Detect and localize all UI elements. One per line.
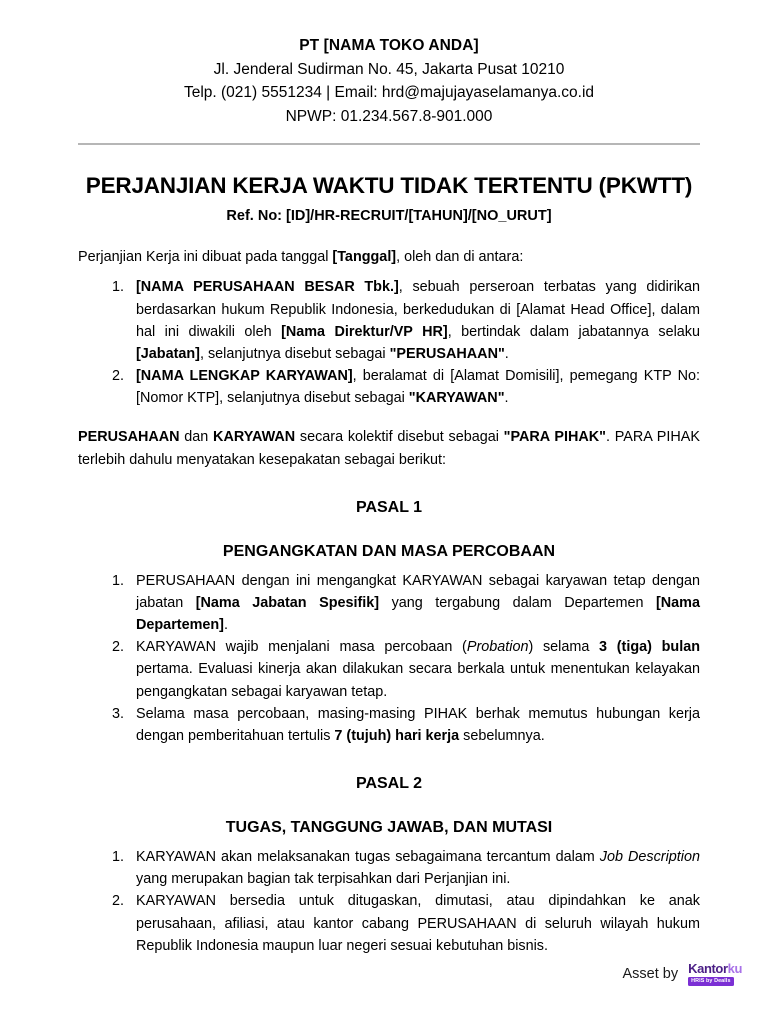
company-name: PT [NAMA TOKO ANDA] — [299, 37, 479, 54]
p2-i2-text1: KARYAWAN bersedia untuk ditugaskan, dimutasi, atau dipindahkan ke anak perusahaan, afiliasi, atau kantor cabang PERUSAHAAN di seluruh wilayah hukum Republik Indonesia maupun luar negeri sesuai kebutuhan bisnis. — [136, 893, 700, 954]
brand-text-ku: ku — [727, 961, 742, 977]
party1-text3: , selanjutnya disebut sebagai — [199, 345, 390, 362]
intro-prefix: Perjanjian Kerja ini dibuat pada tanggal — [78, 249, 333, 266]
brand-text-antor: antor — [697, 961, 728, 977]
kantorku-logo — [688, 962, 742, 986]
collective-part6: . PARA PIHAK terlebih dahulu menyatakan kesepakatan sebagai berikut: — [78, 429, 700, 468]
company-contact: Telp. (021) 5551234 | Email: hrd@majujayaselamanya.co.id — [183, 84, 595, 102]
p1-i3-bold: 7 (tujuh) hari kerja — [334, 727, 460, 744]
collective-part1: PERUSAHAAN — [78, 429, 180, 446]
intro-suffix: , oleh dan di antara: — [396, 249, 524, 266]
p2-i1-text1: KARYAWAN akan melaksanakan tugas sebagaimana tercantum dalam — [136, 849, 600, 866]
p2-i1-text2: yang merupakan bagian tak terpisahkan dari Perjanjian ini. — [136, 871, 511, 888]
kantorku-wordmark — [688, 962, 742, 975]
list-item — [128, 276, 700, 365]
p1-i1-text3: . — [223, 617, 228, 634]
party2-name: [NAMA LENGKAP KARYAWAN] — [136, 368, 353, 385]
list-item — [128, 846, 700, 890]
footer-attribution — [623, 962, 743, 986]
party1-text4: . — [504, 345, 509, 362]
party1-representative: [Nama Direktur/VP HR] — [281, 323, 448, 340]
brand-tagline-badge: HRIS by Dealls — [688, 977, 733, 986]
pasal-1-body — [78, 570, 700, 747]
collective-part5: "PARA PIHAK" — [503, 429, 606, 446]
pasal-2-number: PASAL 2 — [355, 775, 423, 793]
pasal-2-title: TUGAS, TANGGUNG JAWAB, DAN MUTASI — [225, 819, 553, 837]
pasal-1-list — [78, 570, 700, 747]
company-npwp: NPWP: 01.234.567.8-901.000 — [285, 107, 493, 125]
list-item — [128, 890, 700, 957]
collective-part3: KARYAWAN — [213, 429, 296, 446]
p1-i1-text1: PERUSAHAAN dengan ini mengangkat KARYAWAN sebagai karyawan tetap dengan jabatan — [136, 572, 700, 611]
p1-i3-text1: Selama masa percobaan, masing-masing PIHAK berhak memutus hubungan kerja dengan pemberitahuan tertulis — [136, 705, 700, 744]
company-address: Jl. Jenderal Sudirman No. 45, Jakarta Pusat 10210 — [213, 60, 565, 78]
party2-text1: , beralamat di [Alamat Domisili], pemegang KTP No: [Nomor KTP], selanjutnya disebut sebagai — [136, 368, 700, 407]
list-item — [128, 636, 700, 703]
p1-i2-text2: ) selama — [528, 639, 600, 656]
party1-alias: "PERUSAHAAN" — [389, 345, 505, 362]
p1-i3-text2: sebelumnya. — [459, 727, 545, 744]
party1-text2: , bertindak dalam jabatannya selaku — [447, 323, 700, 340]
brand-letter-k: K — [688, 961, 698, 977]
document-reference-number: Ref. No: [ID]/HR-RECRUIT/[TAHUN]/[NO_URUT] — [226, 208, 552, 225]
p1-i1-text2: yang tergabung dalam Departemen — [379, 594, 656, 611]
page-title: PERJANJIAN KERJA WAKTU TIDAK TERTENTU (PKWTT) — [85, 173, 693, 199]
party1-text1: , sebuah perseroan terbatas yang didirikan berdasarkan hukum Republik Indonesia, berkedudukan di [Alamat Head Office], dalam hal ini diwakili oleh — [136, 279, 700, 340]
list-item — [128, 703, 700, 747]
pasal-2-body — [78, 846, 700, 957]
p1-i2-bold: 3 (tiga) bulan — [599, 639, 700, 656]
header-divider — [78, 143, 700, 145]
p1-i2-text3: pertama. Evaluasi kinerja akan dilakukan secara berkala untuk menentukan kelayakan pengangkatan sebagai karyawan tetap. — [136, 661, 700, 700]
p1-i1-departemen: [Nama Departemen] — [136, 594, 700, 634]
party1-name: [NAMA PERUSAHAAN BESAR Tbk.] — [136, 279, 399, 296]
p2-i1-italic: Job Description — [599, 849, 700, 866]
intro-date-placeholder: [Tanggal] — [332, 249, 397, 266]
collective-definition-paragraph — [78, 426, 700, 470]
p1-i1-jabatan: [Nama Jabatan Spesifik] — [195, 594, 380, 611]
list-item — [128, 365, 700, 409]
parties-list — [78, 276, 700, 409]
party2-alias: "KARYAWAN" — [408, 390, 505, 407]
intro-paragraph — [78, 246, 700, 268]
collective-part2: dan — [179, 429, 214, 446]
pasal-2-list — [78, 846, 700, 957]
letterhead — [0, 0, 778, 128]
pasal-1-number: PASAL 1 — [355, 498, 423, 516]
collective-part4: secara kolektif disebut sebagai — [295, 429, 504, 446]
list-item — [128, 570, 700, 637]
asset-by-label: Asset by — [622, 966, 679, 983]
pasal-1-title: PENGANGKATAN DAN MASA PERCOBAAN — [222, 542, 556, 560]
document-body — [78, 246, 700, 471]
p1-i2-italic: Probation — [466, 639, 529, 656]
party2-text2: . — [504, 390, 509, 407]
p1-i2-text1: KARYAWAN wajib menjalani masa percobaan ( — [136, 639, 467, 656]
party1-position: [Jabatan] — [136, 345, 200, 362]
